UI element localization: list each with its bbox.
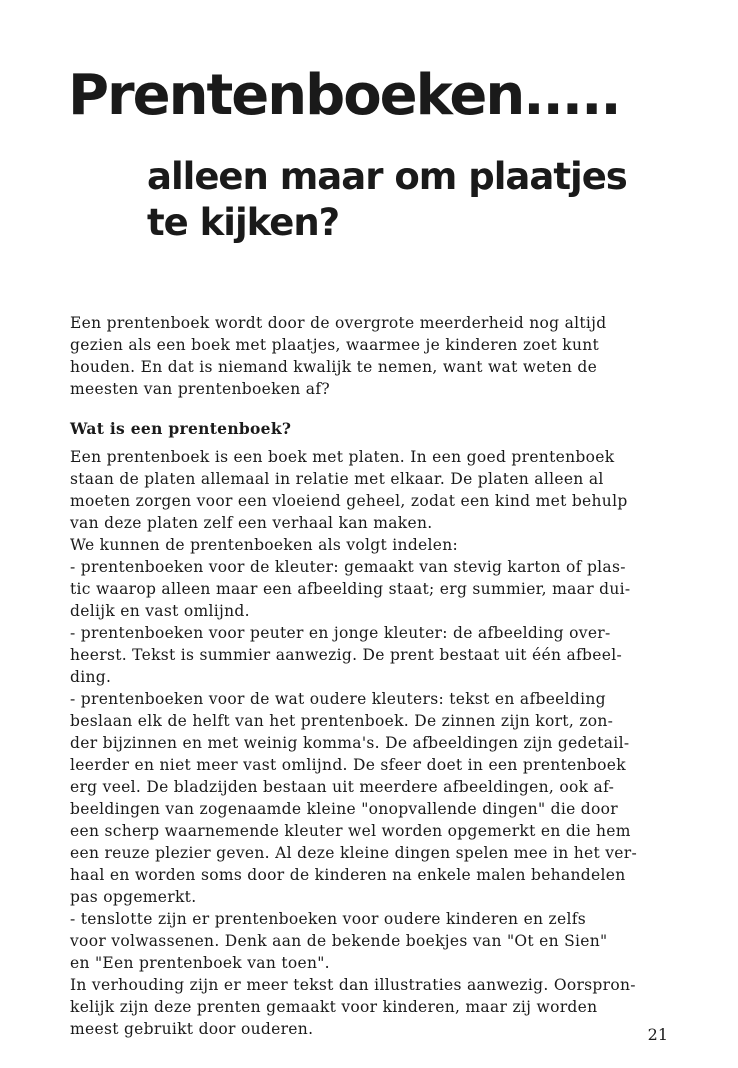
subtitle-line: alleen maar om plaatjes (147, 155, 627, 198)
subtitle-line: te kijken? (147, 201, 340, 244)
text-line: staan de platen allemaal in relatie met elkaar. De platen alleen al (70, 470, 604, 488)
text-line: voor volwassenen. Denk aan de bekende boekjes van "Ot en Sien" (70, 932, 608, 950)
text-line: We kunnen de prentenboeken als volgt indelen: (70, 536, 459, 554)
intro-paragraph (70, 312, 682, 400)
article-body (70, 312, 682, 1040)
page-title: Prentenboeken..... (68, 63, 620, 128)
body-paragraph (70, 446, 682, 1040)
page-number: 21 (647, 1025, 668, 1044)
text-line: - prentenboeken voor de kleuter: gemaakt van stevig karton of plas- (70, 558, 626, 576)
text-line: heerst. Tekst is summier aanwezig. De prent bestaat uit één afbeel- (70, 646, 623, 664)
text-line: In verhouding zijn er meer tekst dan illustraties aanwezig. Oorspron- (70, 976, 636, 994)
text-line: moeten zorgen voor een vloeiend geheel, zodat een kind met behulp (70, 492, 628, 510)
text-line: Een prentenboek wordt door de overgrote meerderheid nog altijd (70, 314, 607, 332)
text-line: leerder en niet meer vast omlijnd. De sfeer doet in een prentenboek (70, 756, 626, 774)
text-line: beslaan elk de helft van het prentenboek. De zinnen zijn kort, zon- (70, 712, 614, 730)
text-line: gezien als een boek met plaatjes, waarmee je kinderen zoet kunt (70, 336, 600, 354)
page-subtitle (147, 154, 627, 246)
text-line: Een prentenboek is een boek met platen. In een goed prentenboek (70, 448, 615, 466)
text-line: - tenslotte zijn er prentenboeken voor oudere kinderen en zelfs (70, 910, 587, 928)
text-line: ding. (70, 668, 112, 686)
text-line: een reuze plezier geven. Al deze kleine dingen spelen mee in het ver- (70, 844, 638, 862)
text-line: een scherp waarnemende kleuter wel worden opgemerkt en die hem (70, 822, 631, 840)
text-line: houden. En dat is niemand kwalijk te nemen, want wat weten de (70, 358, 598, 376)
text-line: van deze platen zelf een verhaal kan maken. (70, 514, 433, 532)
text-line: tic waarop alleen maar een afbeelding staat; erg summier, maar dui- (70, 580, 631, 598)
text-line: beeldingen van zogenaamde kleine "onopvallende dingen" die door (70, 800, 618, 818)
text-line: haal en worden soms door de kinderen na enkele malen behandelen (70, 866, 626, 884)
text-line: meesten van prentenboeken af? (70, 380, 330, 398)
text-line: erg veel. De bladzijden bestaan uit meerdere afbeeldingen, ook af- (70, 778, 615, 796)
text-line: en "Een prentenboek van toen". (70, 954, 330, 972)
section-heading: Wat is een prentenboek? (70, 419, 292, 438)
text-line: kelijk zijn deze prenten gemaakt voor kinderen, maar zij worden (70, 998, 598, 1016)
text-line: - prentenboeken voor peuter en jonge kleuter: de afbeelding over- (70, 624, 611, 642)
text-line: pas opgemerkt. (70, 888, 197, 906)
text-line: delijk en vast omlijnd. (70, 602, 250, 620)
text-line: der bijzinnen en met weinig komma's. De afbeeldingen zijn gedetail- (70, 734, 630, 752)
text-line: meest gebruikt door ouderen. (70, 1020, 314, 1038)
text-line: - prentenboeken voor de wat oudere kleuters: tekst en afbeelding (70, 690, 606, 708)
